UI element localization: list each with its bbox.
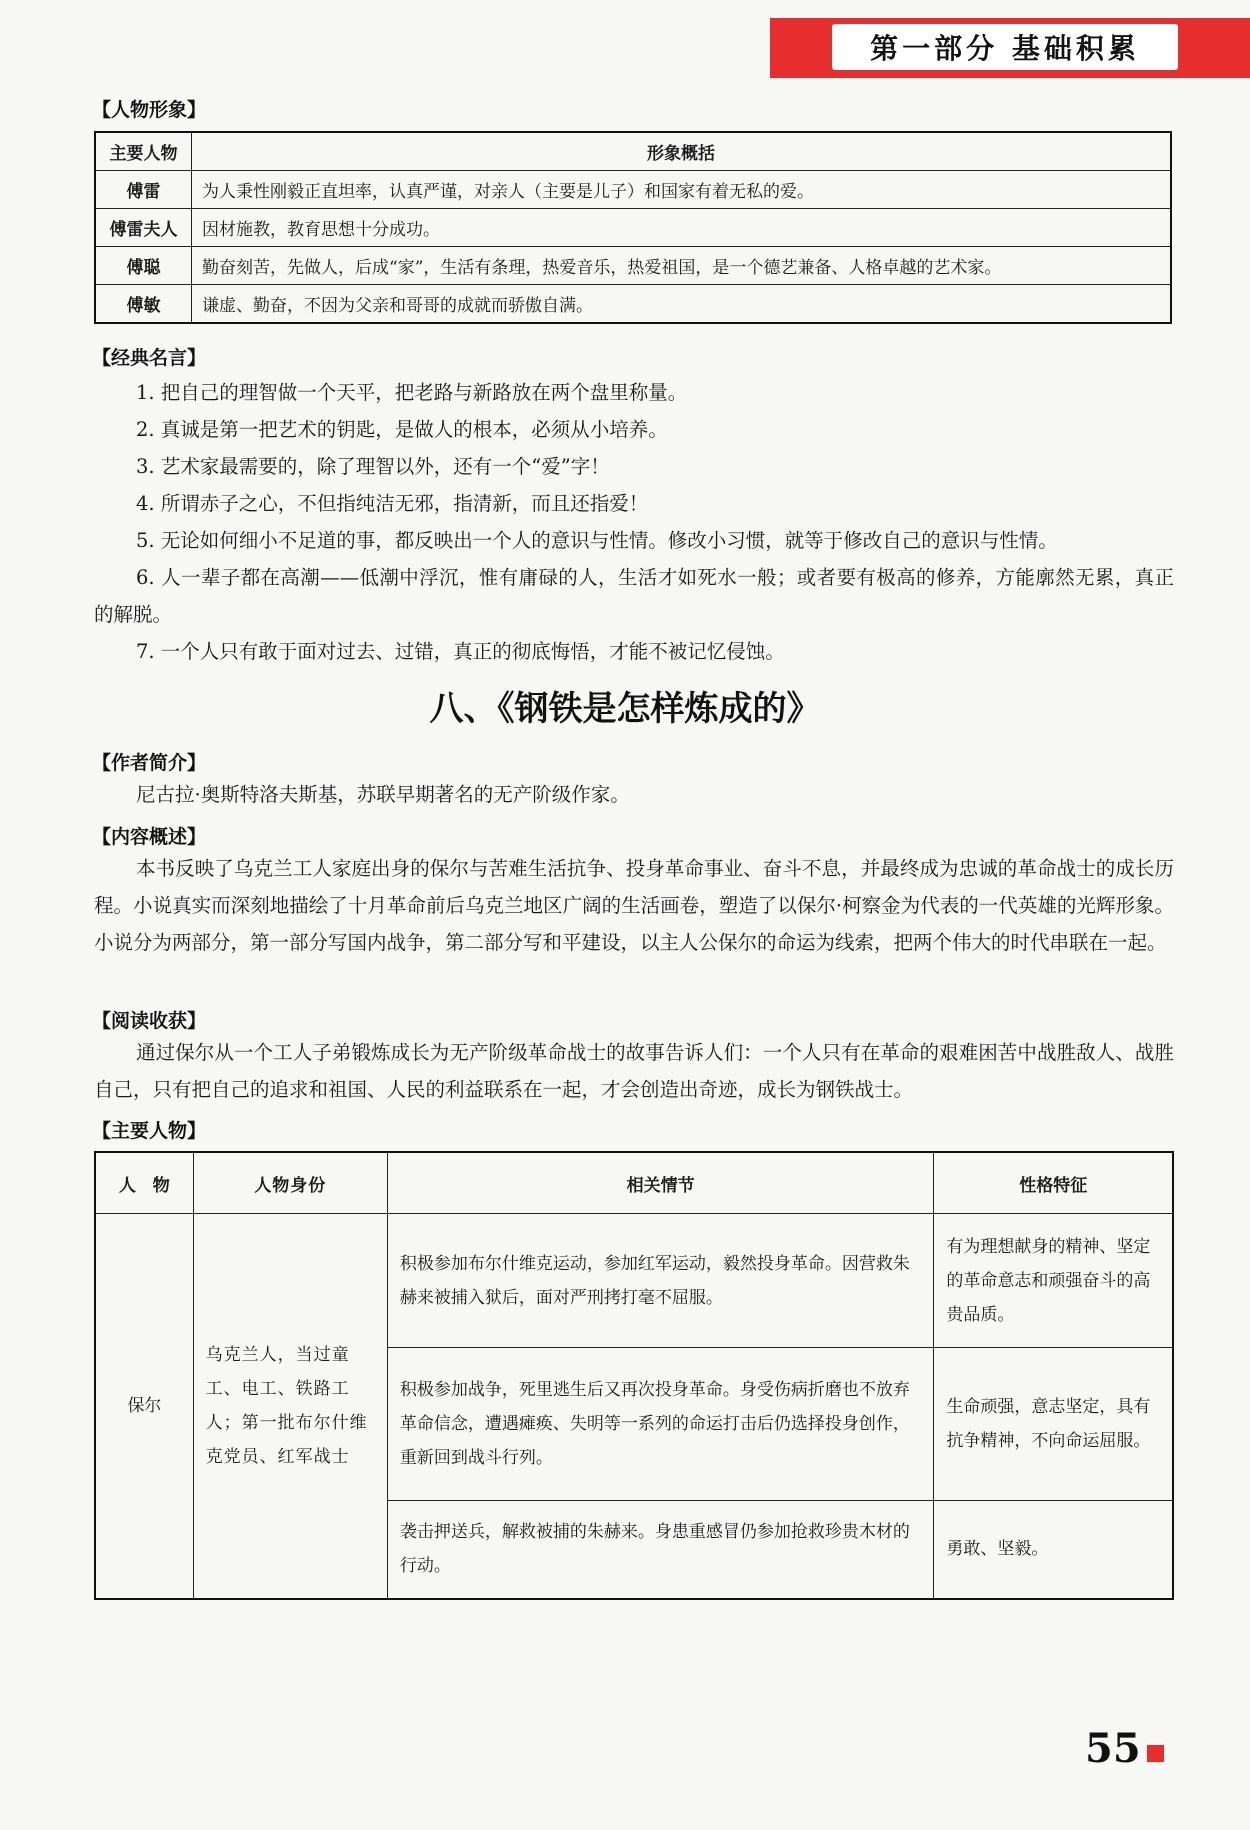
quote-item: 3. 艺术家最需要的，除了理智以外，还有一个“爱”字！ (136, 455, 610, 478)
quote-item: 2. 真诚是第一把艺术的钥匙，是做人的根本，必须从小培养。 (136, 418, 668, 441)
table-row (95, 247, 1171, 285)
quote-item: 7. 一个人只有敢于面对过去、过错，真正的彻底悔悟，才能不被记忆侵蚀。 (136, 640, 785, 663)
main-characters-table (94, 1151, 1174, 1600)
quote-item: 5. 无论如何细小不足道的事，都反映出一个人的意识与性情。修改小习惯，就等于修改自己的意识与性情。 (136, 529, 1058, 552)
reading-gain-text: 通过保尔从一个工人子弟锻炼成长为无产阶级革命战士的故事告诉人们：一个人只有在革命的艰难困苦中战胜敌人、战胜自己，只有把自己的追求和祖国、人民的利益联系在一起，才会创造出奇迹，成长为钢铁战士。 (94, 1041, 1174, 1101)
table-row (95, 209, 1171, 247)
character-name: 傅敏 (95, 285, 192, 324)
table-header-cell: 性格特征 (934, 1152, 1173, 1214)
plot-cell: 积极参加布尔什维克运动，参加红军运动，毅然投身革命。因营救朱赫来被捕入狱后，面对严刑拷打毫不屈服。 (387, 1214, 934, 1348)
section-title-reading-gain: 【阅读收获】 (92, 1010, 207, 1032)
character-desc: 谦虚、勤奋，不因为父亲和哥哥的成就而骄傲自满。 (192, 285, 1172, 324)
character-desc: 为人秉性刚毅正直坦率，认真严谨，对亲人（主要是儿子）和国家有着无私的爱。 (192, 171, 1172, 209)
trait-cell: 生命顽强，意志坚定，具有抗争精神，不向命运屈服。 (934, 1348, 1173, 1501)
section-title-quotes: 【经典名言】 (92, 347, 207, 369)
trait-cell: 有为理想献身的精神、坚定的革命意志和顽强奋斗的高贵品质。 (934, 1214, 1173, 1348)
character-desc: 勤奋刻苦，先做人，后成“家”，生活有条理，热爱音乐，热爱祖国，是一个德艺兼备、人格卓越的艺术家。 (192, 247, 1172, 285)
plot-cell: 袭击押送兵，解救被捕的朱赫来。身患重感冒仍参加抢救珍贵木材的行动。 (387, 1501, 934, 1599)
table-header-row (95, 132, 1171, 171)
header-banner-label: 第一部分 基础积累 (832, 24, 1178, 70)
character-name: 保尔 (95, 1214, 193, 1599)
author-text: 尼古拉·奥斯特洛夫斯基，苏联早期著名的无产阶级作家。 (136, 783, 630, 806)
chapter-title: 八、《钢铁是怎样炼成的》 (429, 689, 821, 729)
table-header-cell: 相关情节 (387, 1152, 934, 1214)
table-header-cell: 人 物 (95, 1152, 193, 1214)
section-title-summary: 【内容概述】 (92, 826, 207, 848)
character-image-table (94, 131, 1172, 324)
character-name: 傅雷夫人 (95, 209, 192, 247)
table-row (95, 1214, 1173, 1348)
header-banner (770, 18, 1250, 78)
character-desc: 因材施教，教育思想十分成功。 (192, 209, 1172, 247)
plot-cell: 积极参加战争，死里逃生后又再次投身革命。身受伤病折磨也不放弃革命信念，遭遇瘫痪、失明等一系列的命运打击后仍选择投身创作，重新回到战斗行列。 (387, 1348, 934, 1501)
section-title-character-image: 【人物形象】 (92, 99, 207, 121)
quote-item: 1. 把自己的理智做一个天平，把老路与新路放在两个盘里称量。 (136, 381, 688, 404)
reading-gain-paragraph (94, 1034, 1174, 1108)
table-header-cell: 形象概括 (192, 132, 1172, 171)
character-name: 傅聪 (95, 247, 192, 285)
quote-item: 4. 所谓赤子之心，不但指纯洁无邪，指清新，而且还指爱！ (136, 492, 649, 515)
character-name: 傅雷 (95, 171, 192, 209)
section-title-main-characters: 【主要人物】 (92, 1120, 207, 1142)
table-header-cell: 主要人物 (95, 132, 192, 171)
table-row (95, 285, 1171, 324)
table-header-row (95, 1152, 1173, 1214)
trait-cell: 勇敢、坚毅。 (934, 1501, 1173, 1599)
quote-item: 6. 人一辈子都在高潮——低潮中浮沉，惟有庸碌的人，生活才如死水一般；或者要有极高的修养，方能廓然无累，真正的解脱。 (94, 566, 1174, 626)
table-header-cell: 人物身份 (193, 1152, 387, 1214)
summary-paragraph (94, 850, 1174, 961)
section-title-author: 【作者简介】 (92, 752, 207, 774)
summary-text: 本书反映了乌克兰工人家庭出身的保尔与苦难生活抗争、投身革命事业、奋斗不息，并最终成为忠诚的革命战士的成长历程。小说真实而深刻地描绘了十月革命前后乌克兰地区广阔的生活画卷，塑造了以保尔·柯察金为代表的一代英雄的光辉形象。小说分为两部分，第一部分写国内战争，第二部分写和平建设，以主人公保尔的命运为线索，把两个伟大的时代串联在一起。 (94, 857, 1174, 954)
table-row (95, 171, 1171, 209)
author-paragraph (94, 776, 1174, 813)
character-identity: 乌克兰人，当过童工、电工、铁路工人；第一批布尔什维克党员、红军战士 (193, 1214, 387, 1599)
page-number-square-icon (1147, 1745, 1164, 1762)
quotes-list (94, 374, 1174, 670)
page-number: 55 (1085, 1725, 1141, 1772)
